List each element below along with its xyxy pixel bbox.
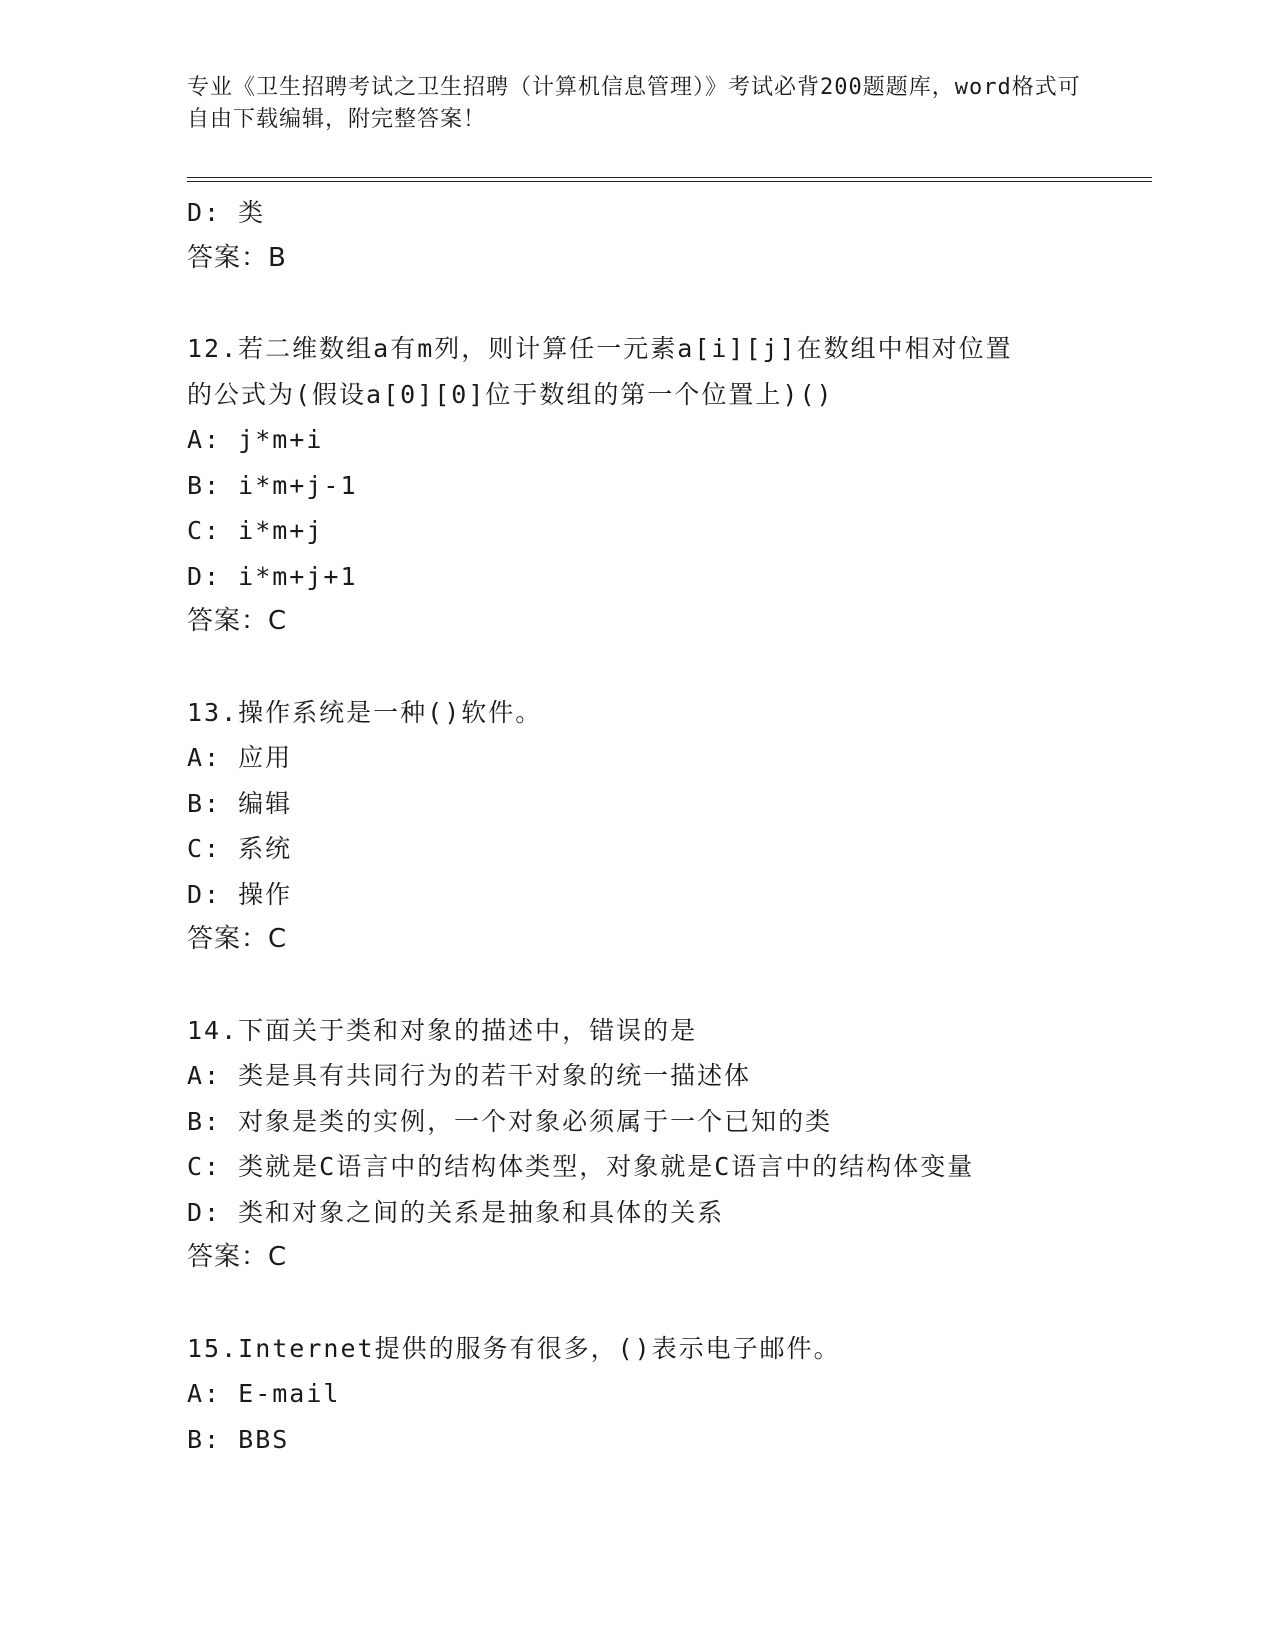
option-a: A: E-mail (187, 1379, 341, 1408)
option-b: B: 对象是类的实例，一个对象必须属于一个已知的类 (187, 1106, 833, 1136)
option-d: D: 操作 (187, 879, 293, 909)
question-stem: 13.操作系统是一种()软件。 (187, 697, 543, 727)
option-a: A: 类是具有共同行为的若干对象的统一描述体 (187, 1061, 752, 1090)
spacer (187, 645, 1152, 690)
question-13 (187, 690, 1152, 963)
answer: 答案：C (187, 606, 288, 636)
document-header: 专业《卫生招聘考试之卫生招聘（计算机信息管理）》考试必背200题题库，word格式可自由下载编辑，附完整答案！ (187, 75, 1081, 132)
answer: 答案：C (187, 1242, 288, 1272)
answer-carryover: 答案：B (187, 242, 287, 273)
option-d-carryover: D: 类 (187, 198, 266, 227)
question-stem: 14.下面关于类和对象的描述中，错误的是 (187, 1015, 698, 1045)
option-c: C: i*m+j (187, 516, 324, 545)
option-d: D: i*m+j+1 (187, 561, 358, 591)
question-stem: 12.若二维数组a有m列，则计算任一元素a[i][j]在数组中相对位置 (187, 334, 1013, 363)
option-d: D: 类和对象之间的关系是抽象和具体的关系 (187, 1197, 725, 1227)
question-14 (187, 1008, 1152, 1281)
spacer (187, 281, 1152, 326)
option-b: B: i*m+j-1 (187, 470, 358, 500)
option-a: A: j*m+i (187, 425, 324, 454)
option-a: A: 应用 (187, 743, 293, 772)
header-divider (187, 177, 1152, 182)
spacer (187, 963, 1152, 1008)
question-stem-continued: 的公式为(假设a[0][0]位于数组的第一个位置上)() (187, 379, 834, 409)
option-c: C: 类就是C语言中的结构体类型，对象就是C语言中的结构体变量 (187, 1152, 975, 1181)
document-body (187, 190, 1152, 1462)
question-12 (187, 326, 1152, 645)
option-b: B: 编辑 (187, 788, 293, 818)
question-15 (187, 1326, 1152, 1463)
option-c: C: 系统 (187, 834, 293, 863)
spacer (187, 1281, 1152, 1326)
answer: 答案：C (187, 924, 288, 954)
option-b: B: BBS (187, 1424, 290, 1454)
question-stem: 15.Internet提供的服务有很多，()表示电子邮件。 (187, 1333, 841, 1363)
